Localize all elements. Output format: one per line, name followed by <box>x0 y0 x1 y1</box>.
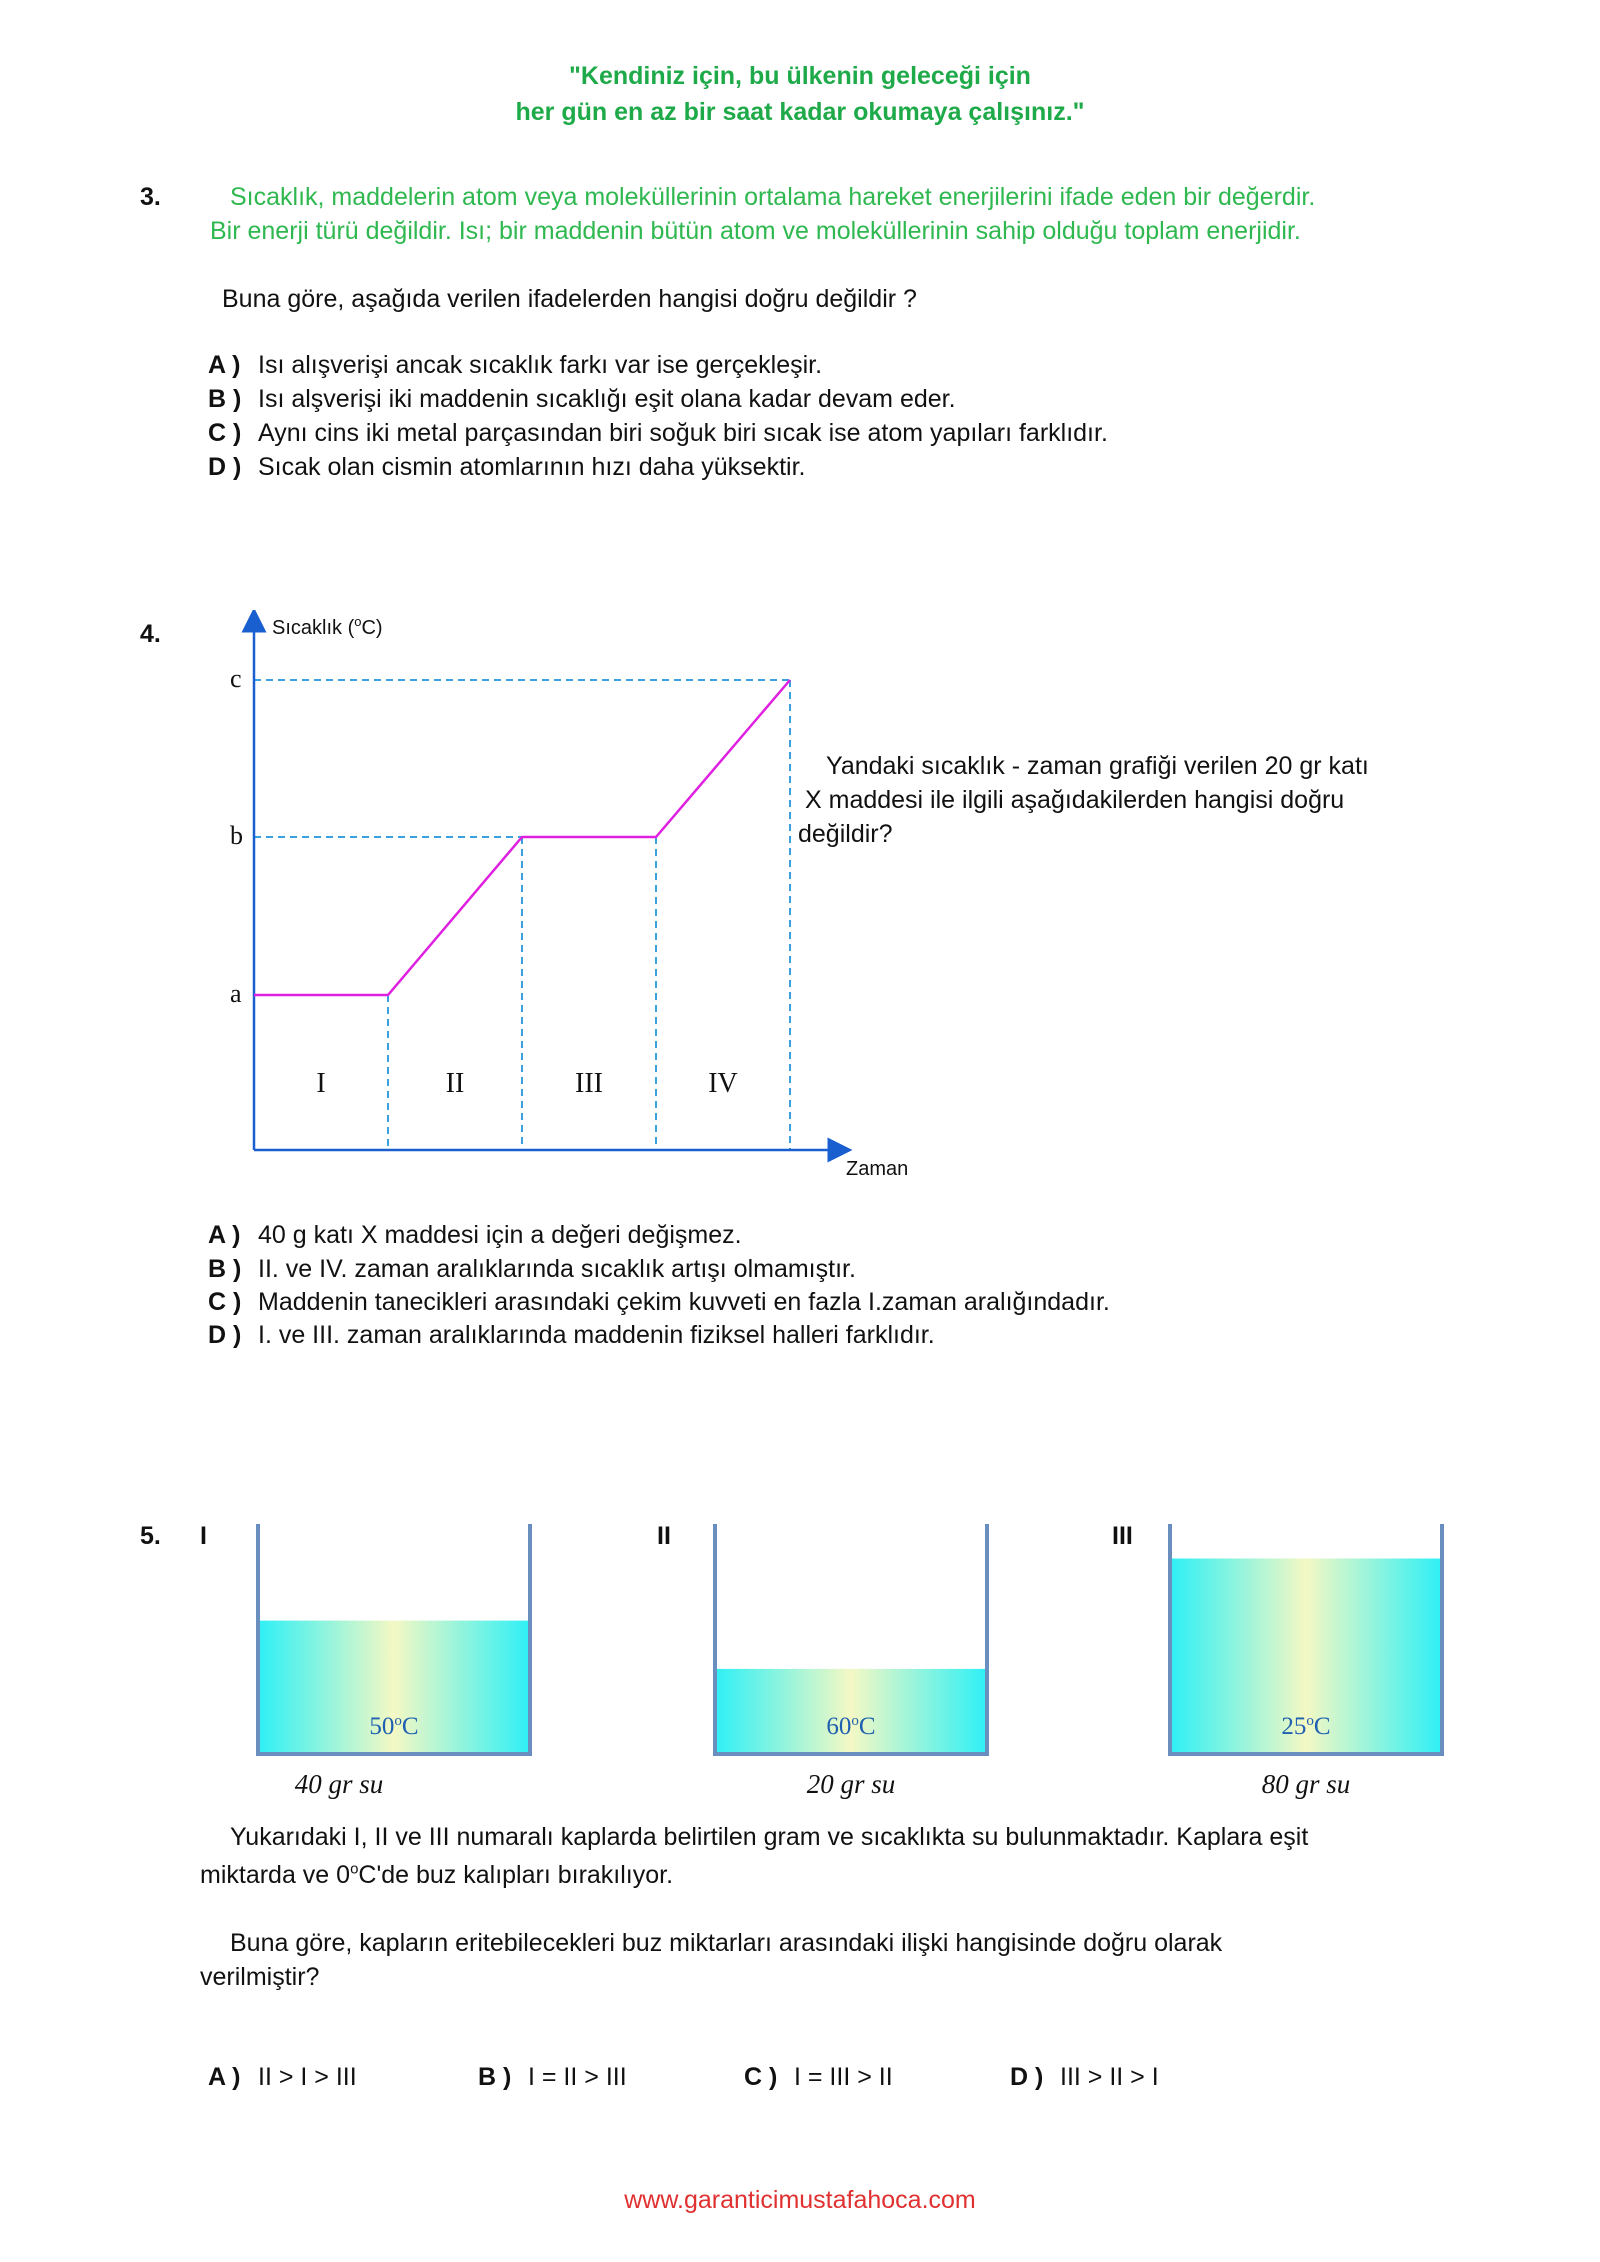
container-temperature: 60$^o$C <box>826 1713 876 1740</box>
option-text: II. ve IV. zaman aralıklarında sıcaklık artışı olmamıştır. <box>258 1255 856 1283</box>
question-3-option-c[interactable] <box>208 416 1108 450</box>
question-5-text-line-1: Yukarıdaki I, II ve III numaralı kaplarda belirtilen gram ve sıcaklıkta su bulunmaktadır. Kaplara eşit <box>230 1823 1309 1851</box>
question-3-option-d[interactable] <box>208 450 805 484</box>
option-text: 40 g katı X maddesi için a değeri değişmez. <box>258 1221 742 1249</box>
option-letter: D ) <box>208 1321 242 1349</box>
question-5-option-d[interactable] <box>1010 2060 1159 2094</box>
question-4-stem-line-1: Yandaki sıcaklık - zaman grafiği verilen 20 gr katı <box>826 752 1369 780</box>
option-letter: B ) <box>208 385 242 413</box>
option-letter: B ) <box>478 2063 512 2091</box>
container-amount: 20 gr su <box>806 1769 896 1799</box>
option-text: Aynı cins iki metal parçasından biri soğuk biri sıcak ise atom yapıları farklıdır. <box>258 419 1108 447</box>
y-tick-label-b: b <box>230 821 243 850</box>
water-fill <box>715 1669 987 1754</box>
question-4-stem-line-2: X maddesi ile ilgili aşağıdakilerden hangisi doğru <box>805 786 1345 814</box>
x-axis-label: Zaman <box>846 1158 909 1180</box>
container-temperature: 25$^o$C <box>1281 1713 1331 1740</box>
interval-label-I: I <box>316 1068 326 1099</box>
question-5-number: 5. <box>140 1522 161 1550</box>
question-4-option-d[interactable] <box>208 1318 935 1352</box>
container-temperature: 50$^o$C <box>369 1713 419 1740</box>
question-5-option-b[interactable] <box>478 2060 627 2094</box>
container-amount: 80 gr su <box>1261 1769 1351 1799</box>
question-4-number: 4. <box>140 620 161 648</box>
question-5-option-c[interactable] <box>744 2060 893 2094</box>
question-3-stem: Buna göre, aşağıda verilen ifadelerden hangisi doğru değildir ? <box>222 285 917 313</box>
option-text: Isı alışverişi ancak sıcaklık farkı var ise gerçekleşir. <box>258 351 823 379</box>
question-3-option-b[interactable] <box>208 382 956 416</box>
container-label: I <box>200 1522 207 1550</box>
footer-website-link[interactable]: www.garanticimustafahoca.com <box>624 2186 976 2214</box>
question-5-stem-line-1: Buna göre, kapların eritebilecekleri buz miktarları arasındaki ilişki hangisinde doğru olarak <box>230 1929 1223 1957</box>
container-amount: 40 gr su <box>294 1769 384 1799</box>
y-axis-label: Sıcaklık ($^o$C) <box>272 614 383 639</box>
option-text: I = III > II <box>794 2063 893 2091</box>
option-letter: C ) <box>208 419 242 447</box>
option-letter: A ) <box>208 351 241 379</box>
y-tick-label-c: c <box>230 664 242 693</box>
option-text: Sıcak olan cismin atomlarının hızı daha yüksektir. <box>258 453 806 481</box>
interval-label-III: III <box>575 1068 603 1099</box>
option-letter: C ) <box>208 1288 242 1316</box>
option-letter: D ) <box>1010 2063 1044 2091</box>
y-tick-label-a: a <box>230 979 242 1008</box>
temperature-time-chart <box>220 610 920 1190</box>
option-letter: A ) <box>208 1221 241 1249</box>
question-5-stem-line-2: verilmiştir? <box>200 1963 320 1991</box>
container-label: III <box>1112 1522 1133 1550</box>
question-5-text-line-2: miktarda ve 0$^o$C'de buz kalıpları bırakılıyor. <box>200 1860 674 1889</box>
option-letter: C ) <box>744 2063 778 2091</box>
option-text: II > I > III <box>258 2063 357 2091</box>
question-4-option-b[interactable] <box>208 1252 856 1286</box>
question-3-intro-line-1: Sıcaklık, maddelerin atom veya moleküllerinin ortalama hareket enerjilerini ifade eden bir değerdir. <box>230 183 1316 211</box>
question-3-intro-line-2: Bir enerji türü değildir. Isı; bir maddenin bütün atom ve moleküllerinin sahip olduğu toplam enerjidir. <box>210 217 1301 245</box>
option-text: I = II > III <box>528 2063 627 2091</box>
option-text: Isı alşverişi iki maddenin sıcaklığı eşit olana kadar devam eder. <box>258 385 956 413</box>
container-label: II <box>657 1522 671 1550</box>
option-letter: B ) <box>208 1255 242 1283</box>
water-containers <box>190 1510 1460 1800</box>
option-text: I. ve III. zaman aralıklarında maddenin fiziksel halleri farklıdır. <box>258 1321 935 1349</box>
motto-line-2: her gün en az bir saat kadar okumaya çalışınız." <box>515 98 1085 126</box>
option-text: III > II > I <box>1060 2063 1159 2091</box>
question-3-number: 3. <box>140 183 161 211</box>
interval-label-II: II <box>445 1068 465 1099</box>
motto-line-1: "Kendiniz için, bu ülkenin geleceği için <box>569 62 1031 90</box>
interval-label-IV: IV <box>708 1068 738 1099</box>
question-5-option-a[interactable] <box>208 2060 357 2094</box>
option-letter: A ) <box>208 2063 241 2091</box>
option-letter: D ) <box>208 453 242 481</box>
question-3-option-a[interactable] <box>208 348 822 382</box>
question-4-option-a[interactable] <box>208 1218 742 1252</box>
option-text: Maddenin tanecikleri arasındaki çekim kuvveti en fazla I.zaman aralığındadır. <box>258 1288 1110 1316</box>
question-4-option-c[interactable] <box>208 1285 1110 1319</box>
question-4-stem-line-3: değildir? <box>798 820 893 848</box>
